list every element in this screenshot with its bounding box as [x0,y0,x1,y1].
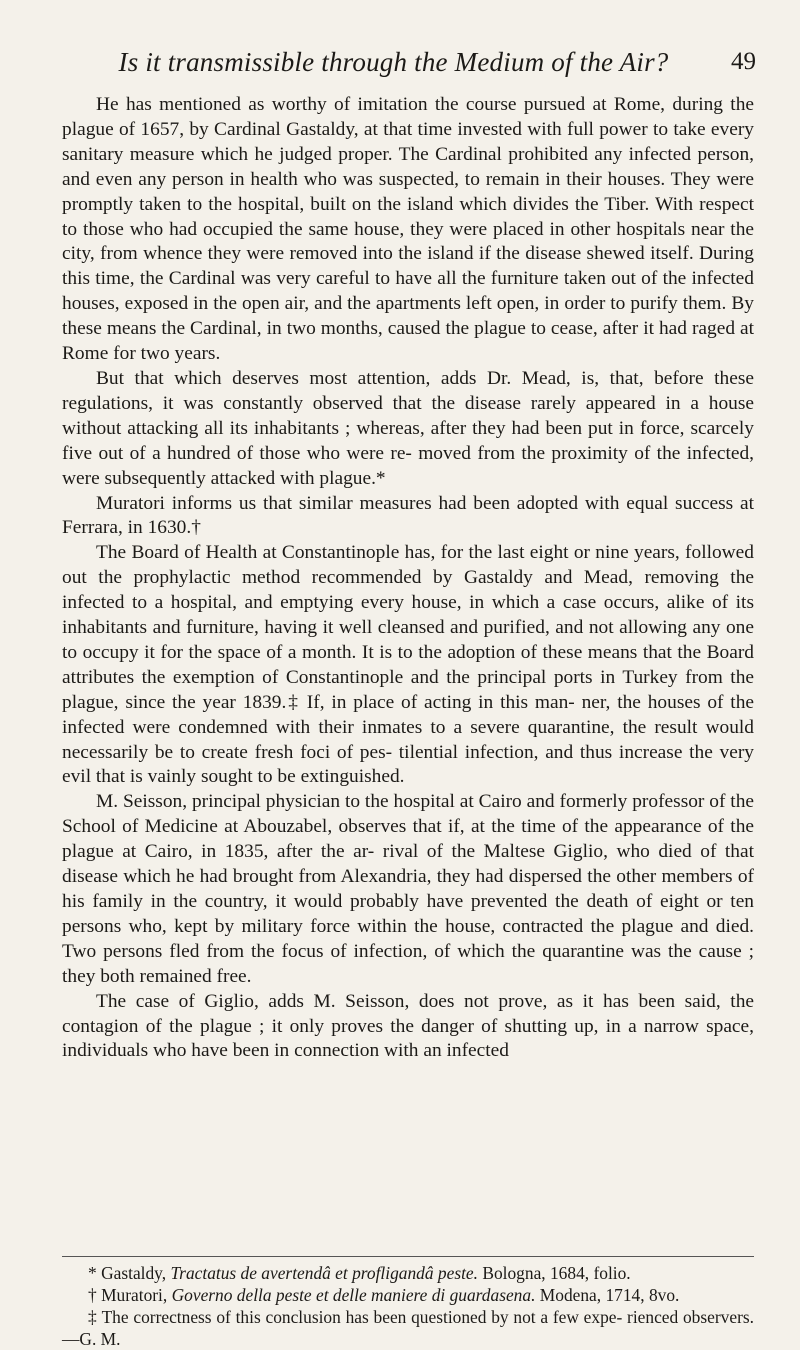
footnote-mark: ‡ [88,1307,98,1327]
paragraph: But that which deserves most attention, adds Dr. Mead, is, that, before these regulations, it was constantly observed that the disease rarely appeared in a house without attacking all its inhabitants ; whereas, after they had been put in force, scarcely five out of a hundred of those who were re- moved from the proximity of the infected, were subsequently attacked with plague.* [62,367,754,489]
footnote-publication: Bologna, 1684, folio. [482,1263,631,1283]
footnote-publication: Modena, 1714, 8vo. [539,1285,680,1305]
footnote-author: Muratori, [101,1285,168,1305]
footnote-title: Tractatus de avertendâ et profligandâ peste. [170,1263,478,1283]
footnote [62,1262,754,1284]
footnote-mark: * [88,1263,97,1283]
footnote-author: Gastaldy, [101,1263,167,1283]
footnote-divider [62,1256,754,1257]
page-header [64,40,756,84]
paragraph: The case of Giglio, adds M. Seisson, does not prove, as it has been said, the contagion of the plague ; it only proves the danger of shutting up, in a narrow space, individuals who have been in connection with an infected [62,990,754,1062]
footnote [62,1306,754,1350]
paragraph: Muratori informs us that similar measures had been adopted with equal success at Ferrara, in 1630.† [62,492,754,539]
footnote-mark: † [88,1285,97,1305]
footnote-text: The correctness of this conclusion has been questioned by not a few expe- rienced observers.—G. M. [62,1307,754,1349]
paragraph: He has mentioned as worthy of imitation the course pursued at Rome, during the plague of 1657, by Cardinal Gastaldy, at that time invested with full power to take every sanitary measure which he judged proper. The Cardinal prohibited any infected person, and even any person in health who was suspected, to remain in their houses. They were promptly taken to the hospital, built on the island which divides the Tiber. With respect to those who had occupied the same house, they were placed in other hospitals near the city, from whence they were removed into the island if the disease shewed itself. During this time, the Cardinal was very careful to have all the furniture taken out of the infected houses, exposed in the open air, and the apartments left open, in order to purify them. By these means the Cardinal, in two months, caused the plague to cease, after it had raged at Rome for two years. [62,94,754,365]
paragraph: M. Seisson, principal physician to the hospital at Cairo and formerly professor of the School of Medicine at Abouzabel, observes that if, at the time of the appearance of the plague at Cairo, in 1835, after the ar- rival of the Maltese Giglio, who died of that disease which he had brought from Alexandria, they had dispersed the other members of his family in the country, it would probably have prevented the death of eight or ten persons who, kept by military force within the house, contracted the plague and died. Two persons fled from the focus of infection, of which the quarantine was the cause ; they both remained free. [62,791,754,987]
footnotes [62,1262,754,1350]
page-number: 49 [731,48,756,75]
footnote-title: Governo della peste et delle maniere di guardasena. [171,1285,536,1305]
body-text [62,93,754,1064]
footnote [62,1284,754,1306]
running-title: Is it transmissible through the Medium of the Air? [118,46,669,77]
paragraph: The Board of Health at Constantinople has, for the last eight or nine years, followed out the prophylactic method recommended by Gastaldy and Mead, removing the infected to a hospital, and emptying every house, in which a case occurs, alike of its inhabitants and furniture, having it well cleansed and purified, and not allowing any one to occupy it for the space of a month. It is to the adoption of these means that the Board attributes the exemption of Constantinople and the principal ports in Turkey from the plague, since the year 1839.‡ If, in place of acting in this man- ner, the houses of the infected were condemned with their inmates to a severe quarantine, the result would necessarily be to create fresh foci of pes- tilential infection, and thus increase the very evil that is vainly sought to be extinguished. [62,542,754,788]
